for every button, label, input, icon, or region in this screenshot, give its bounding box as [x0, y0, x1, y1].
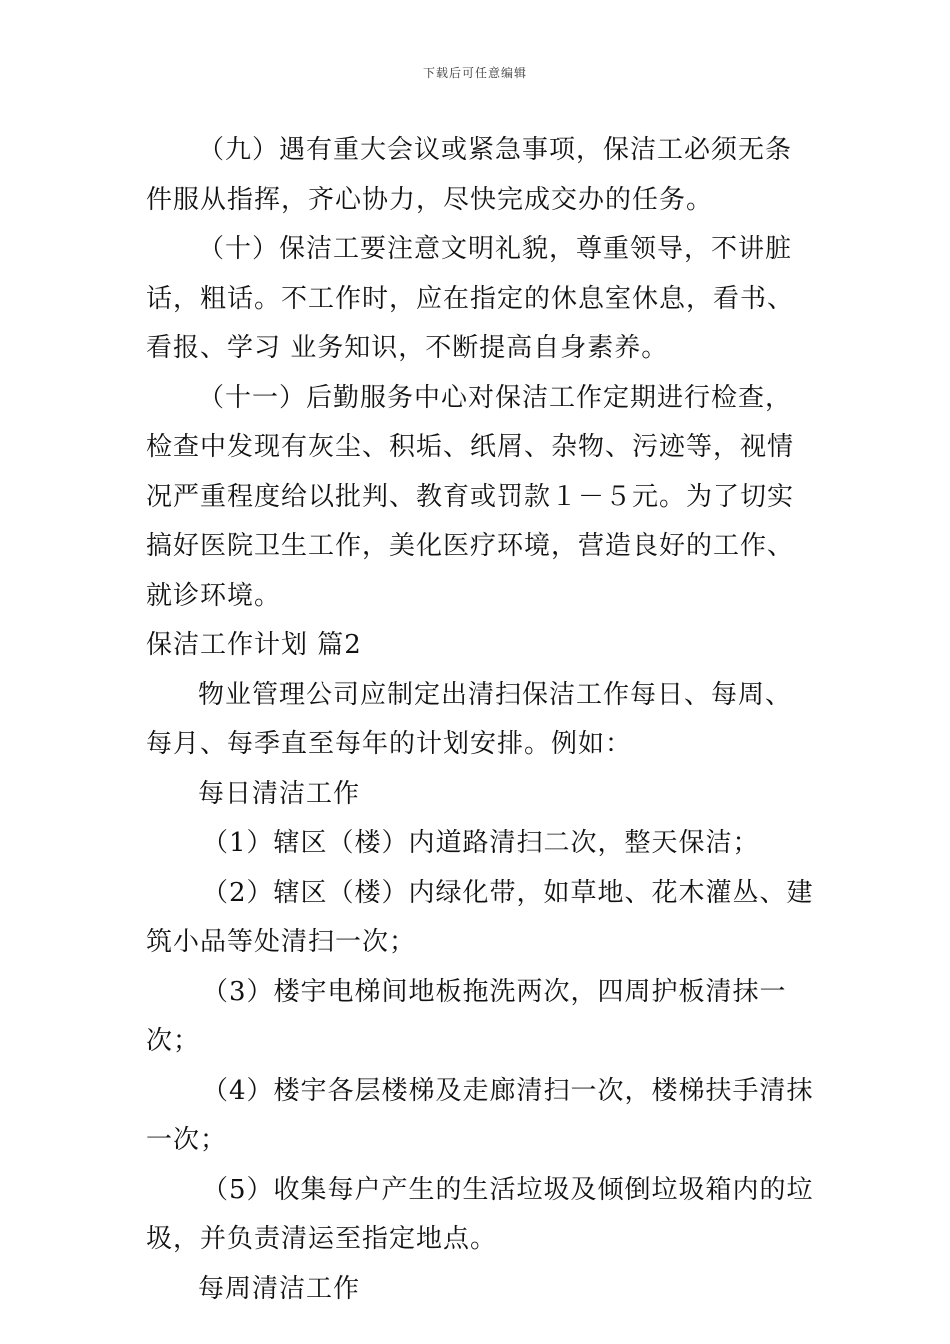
paragraph-item-9: （九）遇有重大会议或紧急事项，保洁工必须无条件服从指挥，齐心协力，尽快完成交办的任务。: [146, 135, 793, 215]
list-item-1: （1）辖区（楼）内道路清扫二次，整天保洁；: [202, 828, 760, 858]
paragraph-intro: 物业管理公司应制定出清扫保洁工作每日、每周、每月、每季直至每年的计划安排。例如：: [146, 679, 793, 759]
list-item-3: （3）楼宇电梯间地板拖洗两次，四周护板清抹一次；: [146, 976, 787, 1056]
list-item-5: （5）收集每户产生的生活垃圾及倾倒垃圾箱内的垃圾，并负责清运至指定地点。: [146, 1174, 814, 1254]
subheading-weekly: 每周清洁工作: [198, 1273, 361, 1304]
subheading-daily: 每日清洁工作: [198, 778, 361, 809]
section-heading: 保洁工作计划 篇2: [146, 630, 362, 660]
paragraph-item-10: （十）保洁工要注意文明礼貌，尊重领导，不讲脏话，粗话。不工作时，应在指定的休息室休息，看书、看报、学习 业务知识，不断提高自身素养。: [146, 234, 795, 363]
list-item-2: （2）辖区（楼）内绿化带，如草地、花木灌丛、建筑小品等处清扫一次；: [146, 877, 814, 957]
paragraph-item-11: （十一）后勤服务中心对保洁工作定期进行检查，检查中发现有灰尘、积垢、纸屑、杂物、污迹等，视情况严重程度给以批判、教育或罚款１－５元。为了切实搞好医院卫生工作，美化医疗环境，营造良好的工作、就诊环境。: [146, 382, 795, 611]
document-body: [146, 126, 818, 1314]
list-item-4: （4）楼宇各层楼梯及走廊清扫一次，楼梯扶手清抹一次；: [146, 1075, 814, 1155]
page-header-note: 下载后可任意编辑: [422, 66, 527, 80]
